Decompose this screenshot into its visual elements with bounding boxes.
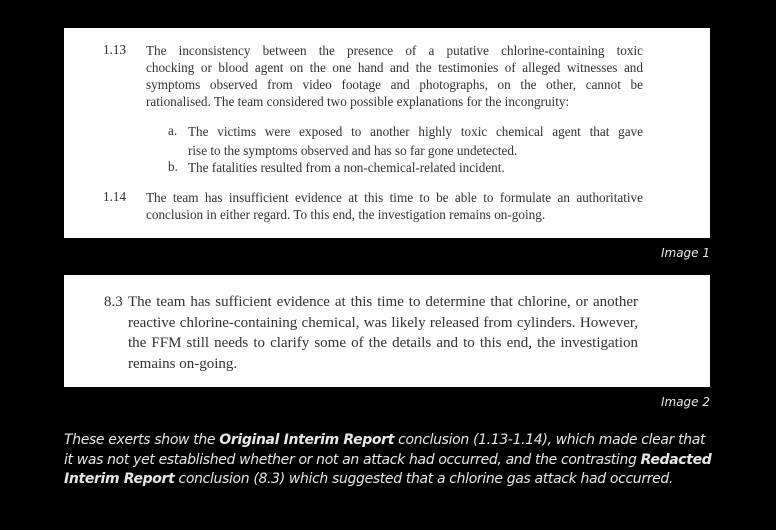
- text-line: symptoms observed from video footage and photographs, on the other, cannot be: [146, 77, 643, 92]
- list-item-a: [188, 123, 643, 160]
- text-line: The team has insufficient evidence at this time to be able to formulate an authoritative: [146, 190, 643, 205]
- text-line: The victims were exposed to another highly toxic chemical agent that gave: [188, 124, 643, 139]
- image-1-excerpt: [64, 28, 710, 238]
- text-line: The team has sufficient evidence at this time to determine that chlorine, or another: [128, 294, 638, 310]
- image-2-label: Image 2: [660, 395, 710, 409]
- text-line: conclusion in either regard. To this end, the investigation remains on-going.: [146, 207, 546, 222]
- text-line: reactive chlorine-containing chemical, was likely released from cylinders. However,: [128, 314, 638, 331]
- text-line: rise to the symptoms observed and has so far gone undetected.: [188, 142, 518, 158]
- text-line: remains on-going.: [128, 355, 238, 372]
- text-line: the FFM still needs to clarify some of the details and to this end, the investigation: [128, 335, 638, 351]
- paragraph-number: 1.13: [103, 42, 127, 57]
- text-line: The fatalities resulted from a non-chemical-related incident.: [188, 160, 505, 175]
- paragraph-number: 8.3: [104, 294, 123, 310]
- paragraph-number: 1.14: [103, 189, 127, 204]
- caption: [64, 431, 712, 490]
- image-1-label: Image 1: [660, 246, 710, 260]
- text-line: The inconsistency between the presence of a putative chlorine-containing toxic: [146, 43, 643, 58]
- paragraph-1-13: [146, 42, 643, 110]
- text-line: rationalised. The team considered two possible explanations for the incongruity:: [146, 94, 570, 109]
- list-marker: b.: [168, 159, 178, 174]
- paragraph-8-3: [128, 292, 638, 374]
- paragraph-1-14: [146, 189, 643, 223]
- caption-text: conclusion (8.3) which suggested that a chlorine gas attack had occurred.: [174, 471, 674, 487]
- text-line: chocking or blood agent on the one hand and the testimonies of alleged witnesses and: [146, 60, 643, 75]
- caption-emphasis: Original Interim Report: [219, 432, 395, 448]
- caption-emphasis: Redacted Interim Report: [64, 451, 712, 487]
- image-2-excerpt: [64, 275, 710, 387]
- list-marker: a.: [168, 123, 178, 138]
- caption-text: These exerts show the: [64, 432, 220, 448]
- list-item-b: [188, 159, 643, 176]
- caption-text: conclusion (1.13-1.14), which made clear that it was not yet established whether or not an attack had occurred, and the contrasting: [64, 432, 706, 468]
